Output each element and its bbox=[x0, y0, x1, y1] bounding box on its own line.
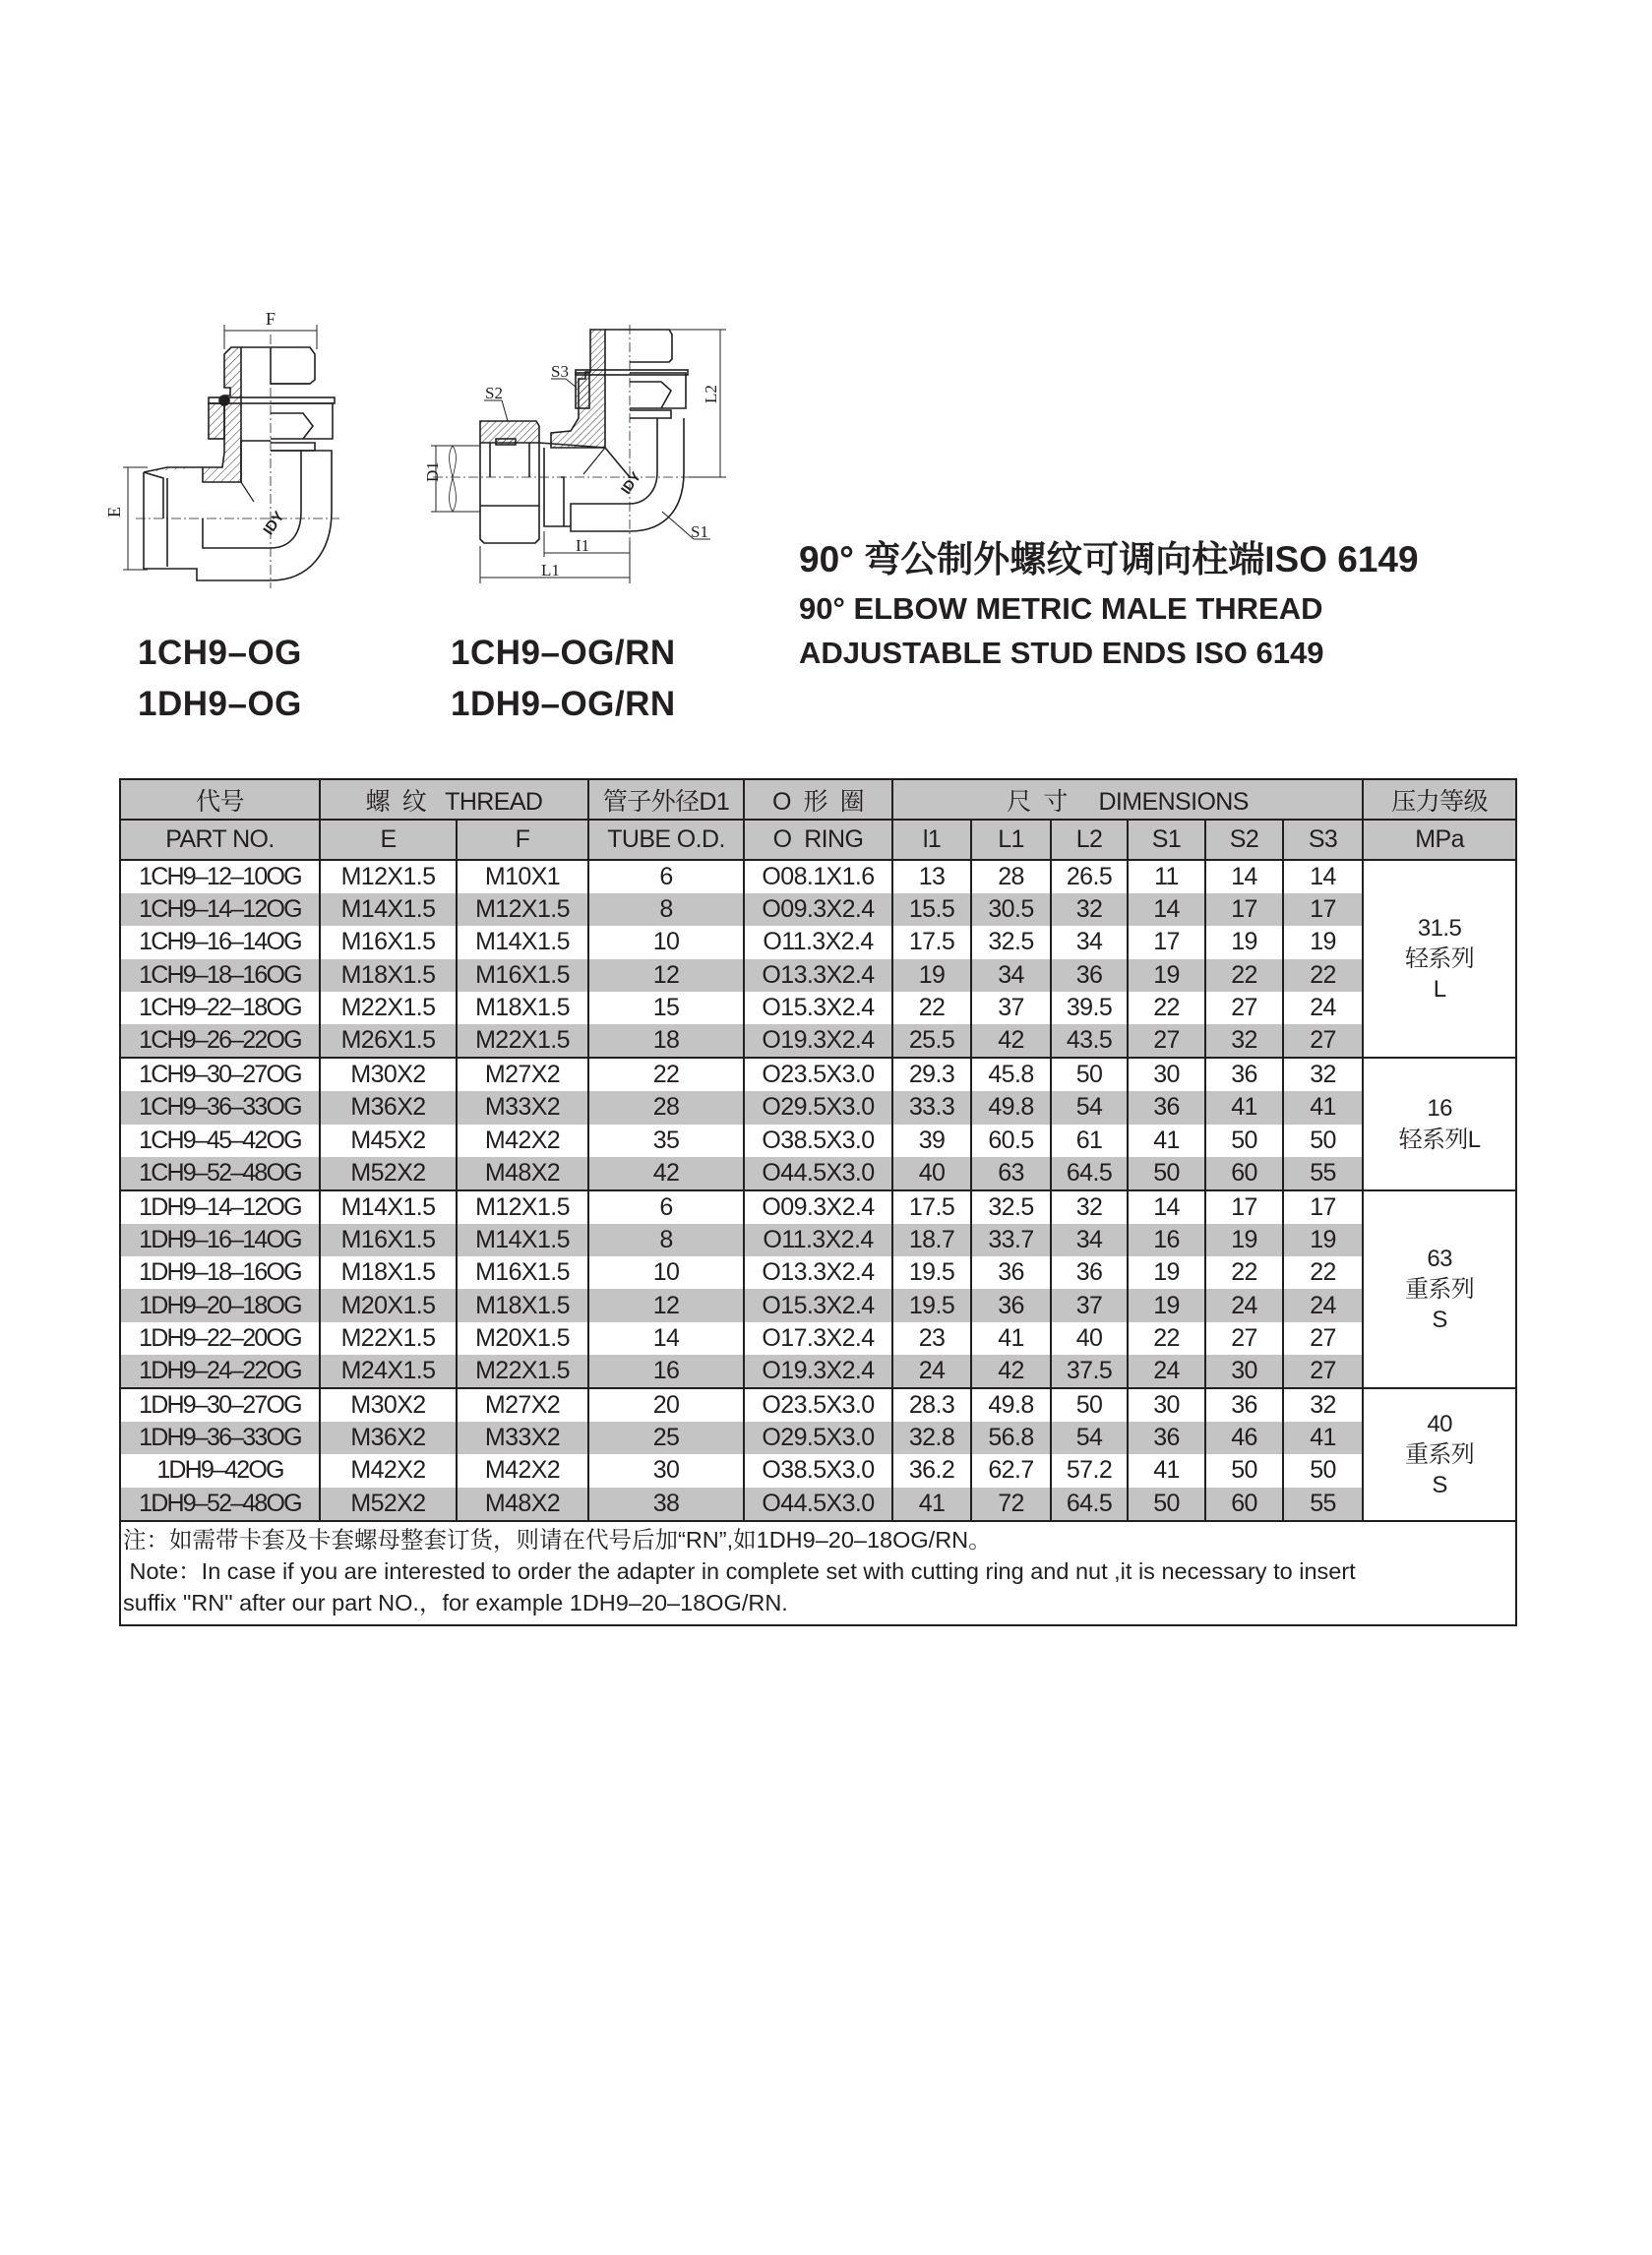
cell-f: M14X1.5 bbox=[457, 1224, 588, 1256]
cell-s1: 14 bbox=[1128, 893, 1205, 926]
note-english-line2: suffix "RN" after our part NO.，for example 1DH9–20–18OG/RN. bbox=[123, 1589, 788, 1615]
cell-tube: 38 bbox=[588, 1488, 744, 1521]
cell-s3: 32 bbox=[1283, 1058, 1363, 1091]
cell-s2: 19 bbox=[1205, 1224, 1283, 1256]
dimension-label-f: F bbox=[266, 309, 276, 329]
cell-tube: 14 bbox=[588, 1322, 744, 1355]
cell-i1: 23 bbox=[892, 1322, 971, 1355]
cell-part: 1CH9–26–22OG bbox=[120, 1024, 320, 1058]
cell-l1: 33.7 bbox=[971, 1224, 1051, 1256]
table-row bbox=[120, 1024, 1516, 1058]
cell-l2: 34 bbox=[1051, 1224, 1128, 1256]
cell-oring: O38.5X3.0 bbox=[744, 1454, 892, 1487]
cell-s2: 22 bbox=[1205, 1256, 1283, 1289]
cell-f: M48X2 bbox=[457, 1157, 588, 1190]
cell-tube: 10 bbox=[588, 1256, 744, 1289]
cell-s1: 41 bbox=[1128, 1454, 1205, 1487]
cell-s3: 50 bbox=[1283, 1125, 1363, 1157]
cell-oring: O15.3X2.4 bbox=[744, 992, 892, 1024]
cell-part: 1CH9–36–33OG bbox=[120, 1091, 320, 1124]
cell-e: M52X2 bbox=[320, 1157, 457, 1190]
cell-e: M30X2 bbox=[320, 1388, 457, 1422]
cell-l1: 32.5 bbox=[971, 926, 1051, 958]
cell-f: M16X1.5 bbox=[457, 959, 588, 992]
dimension-label-e: E bbox=[104, 507, 124, 518]
cell-s2: 27 bbox=[1205, 1322, 1283, 1355]
cell-s1: 36 bbox=[1128, 1422, 1205, 1454]
cell-oring: O19.3X2.4 bbox=[744, 1355, 892, 1388]
cell-tube: 6 bbox=[588, 860, 744, 893]
cell-part: 1CH9–45–42OG bbox=[120, 1125, 320, 1157]
cell-l1: 42 bbox=[971, 1355, 1051, 1388]
cell-oring: O44.5X3.0 bbox=[744, 1157, 892, 1190]
cell-s2: 60 bbox=[1205, 1488, 1283, 1521]
cell-s1: 19 bbox=[1128, 1289, 1205, 1321]
cell-f: M16X1.5 bbox=[457, 1256, 588, 1289]
cell-e: M30X2 bbox=[320, 1058, 457, 1091]
table-row bbox=[120, 1058, 1516, 1091]
cell-s2: 60 bbox=[1205, 1157, 1283, 1190]
cell-oring: O11.3X2.4 bbox=[744, 926, 892, 958]
cell-l1: 72 bbox=[971, 1488, 1051, 1521]
cell-i1: 40 bbox=[892, 1157, 971, 1190]
dimension-label-i1: I1 bbox=[576, 536, 590, 555]
table-row bbox=[120, 1289, 1516, 1321]
title-chinese: 90° 弯公制外螺纹可调向柱端ISO 6149 bbox=[799, 539, 1419, 579]
dimension-label-s1: S1 bbox=[691, 522, 708, 541]
header-e: E bbox=[320, 820, 457, 860]
cell-e: M36X2 bbox=[320, 1091, 457, 1124]
cell-s1: 17 bbox=[1128, 926, 1205, 958]
cell-l2: 34 bbox=[1051, 926, 1128, 958]
cell-part: 1CH9–30–27OG bbox=[120, 1058, 320, 1091]
pressure-value: 16 bbox=[1427, 1095, 1452, 1123]
cell-s1: 30 bbox=[1128, 1058, 1205, 1091]
cell-l2: 39.5 bbox=[1051, 992, 1128, 1024]
cell-s3: 41 bbox=[1283, 1091, 1363, 1124]
cell-i1: 32.8 bbox=[892, 1422, 971, 1454]
cell-i1: 39 bbox=[892, 1125, 971, 1157]
model-code-1ch9-og-rn: 1CH9–OG/RN bbox=[451, 634, 676, 672]
cell-i1: 19.5 bbox=[892, 1289, 971, 1321]
dimension-label-s2: S2 bbox=[485, 384, 503, 402]
cell-oring: O08.1X1.6 bbox=[744, 860, 892, 893]
cell-l2: 54 bbox=[1051, 1422, 1128, 1454]
table-row bbox=[120, 1488, 1516, 1521]
cell-s1: 50 bbox=[1128, 1157, 1205, 1190]
pressure-code: S bbox=[1432, 1307, 1447, 1334]
cell-tube: 8 bbox=[588, 893, 744, 926]
table-row bbox=[120, 1190, 1516, 1224]
dimension-label-s3: S3 bbox=[551, 362, 569, 381]
cell-s1: 19 bbox=[1128, 959, 1205, 992]
fitting-drawing-standard bbox=[98, 295, 394, 590]
cell-tube: 8 bbox=[588, 1224, 744, 1256]
table-row bbox=[120, 893, 1516, 926]
cell-l1: 49.8 bbox=[971, 1388, 1051, 1422]
cell-l1: 30.5 bbox=[971, 893, 1051, 926]
cell-i1: 15.5 bbox=[892, 893, 971, 926]
cell-f: M20X1.5 bbox=[457, 1322, 588, 1355]
cell-s2: 19 bbox=[1205, 926, 1283, 958]
cell-s2: 14 bbox=[1205, 860, 1283, 893]
pressure-series: 重系列 bbox=[1404, 1275, 1475, 1303]
cell-s3: 22 bbox=[1283, 1256, 1363, 1289]
cell-s3: 14 bbox=[1283, 860, 1363, 893]
cell-l1: 36 bbox=[971, 1256, 1051, 1289]
cell-tube: 30 bbox=[588, 1454, 744, 1487]
cell-s2: 50 bbox=[1205, 1125, 1283, 1157]
cell-oring: O29.5X3.0 bbox=[744, 1091, 892, 1124]
cell-tube: 22 bbox=[588, 1058, 744, 1091]
cell-l1: 62.7 bbox=[971, 1454, 1051, 1487]
cell-part: 1DH9–42OG bbox=[120, 1454, 320, 1487]
cell-s2: 24 bbox=[1205, 1289, 1283, 1321]
cell-f: M18X1.5 bbox=[457, 992, 588, 1024]
cell-i1: 36.2 bbox=[892, 1454, 971, 1487]
cell-part: 1DH9–16–14OG bbox=[120, 1224, 320, 1256]
cell-f: M48X2 bbox=[457, 1488, 588, 1521]
cell-i1: 25.5 bbox=[892, 1024, 971, 1058]
cell-s3: 27 bbox=[1283, 1024, 1363, 1058]
cell-i1: 22 bbox=[892, 992, 971, 1024]
cell-s3: 27 bbox=[1283, 1322, 1363, 1355]
header-thread: 螺 纹 THREAD bbox=[320, 779, 588, 820]
pressure-series: 轻系列 bbox=[1404, 945, 1475, 972]
cell-oring: O38.5X3.0 bbox=[744, 1125, 892, 1157]
cell-l1: 56.8 bbox=[971, 1422, 1051, 1454]
cell-s2: 32 bbox=[1205, 1024, 1283, 1058]
model-code-1ch9-og: 1CH9–OG bbox=[138, 634, 302, 672]
cell-e: M14X1.5 bbox=[320, 893, 457, 926]
cell-i1: 17.5 bbox=[892, 926, 971, 958]
cell-e: M22X1.5 bbox=[320, 992, 457, 1024]
header-s3: S3 bbox=[1283, 820, 1363, 860]
cell-s1: 14 bbox=[1128, 1190, 1205, 1224]
pressure-value: 63 bbox=[1427, 1245, 1452, 1272]
note-english-line1: Note：In case if you are interested to order the adapter in complete set with cutting ring and nut ,it is necessary to insert bbox=[123, 1557, 1356, 1584]
cell-l1: 49.8 bbox=[971, 1091, 1051, 1124]
header-s2: S2 bbox=[1205, 820, 1283, 860]
cell-i1: 24 bbox=[892, 1355, 971, 1388]
cell-oring: O23.5X3.0 bbox=[744, 1058, 892, 1091]
order-note bbox=[120, 1521, 1516, 1625]
cell-f: M14X1.5 bbox=[457, 926, 588, 958]
cell-f: M10X1 bbox=[457, 860, 588, 893]
cell-e: M36X2 bbox=[320, 1422, 457, 1454]
cell-tube: 42 bbox=[588, 1157, 744, 1190]
model-code-1dh9-og: 1DH9–OG bbox=[138, 685, 302, 723]
pressure-rating bbox=[1363, 1190, 1516, 1388]
table-row bbox=[120, 959, 1516, 992]
brand-logo: IDY bbox=[260, 508, 288, 539]
brand-logo: IDY bbox=[617, 468, 644, 497]
dimension-label-d1: D1 bbox=[423, 461, 442, 482]
pressure-value: 40 bbox=[1427, 1410, 1452, 1437]
cell-e: M42X2 bbox=[320, 1454, 457, 1487]
table-row bbox=[120, 1422, 1516, 1454]
note-chinese: 注：如需带卡套及卡套螺母整套订货，则请在代号后加“RN”,如1DH9–20–18OG/RN。 bbox=[123, 1526, 992, 1553]
cell-l2: 32 bbox=[1051, 1190, 1128, 1224]
cell-i1: 19 bbox=[892, 959, 971, 992]
pressure-rating bbox=[1363, 1388, 1516, 1521]
pressure-rating bbox=[1363, 1058, 1516, 1190]
cell-l1: 34 bbox=[971, 959, 1051, 992]
cell-s1: 24 bbox=[1128, 1355, 1205, 1388]
fitting-drawing-with-nut bbox=[403, 305, 728, 590]
cell-s2: 17 bbox=[1205, 893, 1283, 926]
cell-part: 1CH9–22–18OG bbox=[120, 992, 320, 1024]
cell-s3: 55 bbox=[1283, 1488, 1363, 1521]
cell-l1: 63 bbox=[971, 1157, 1051, 1190]
cell-s3: 22 bbox=[1283, 959, 1363, 992]
cell-l2: 61 bbox=[1051, 1125, 1128, 1157]
cell-s2: 36 bbox=[1205, 1058, 1283, 1091]
cell-oring: O17.3X2.4 bbox=[744, 1322, 892, 1355]
cell-i1: 41 bbox=[892, 1488, 971, 1521]
cell-oring: O09.3X2.4 bbox=[744, 1190, 892, 1224]
title-english-line2: ADJUSTABLE STUD ENDS ISO 6149 bbox=[799, 636, 1324, 670]
dimension-label-l1: L1 bbox=[541, 561, 560, 579]
table-row bbox=[120, 1224, 1516, 1256]
header-part-cn: 代号 bbox=[120, 779, 320, 820]
cell-i1: 29.3 bbox=[892, 1058, 971, 1091]
cell-s1: 50 bbox=[1128, 1488, 1205, 1521]
header-tube-cn: 管子外径D1 bbox=[588, 779, 744, 820]
cell-tube: 18 bbox=[588, 1024, 744, 1058]
cell-l1: 37 bbox=[971, 992, 1051, 1024]
cell-s3: 32 bbox=[1283, 1388, 1363, 1422]
table-row bbox=[120, 992, 1516, 1024]
cell-l2: 40 bbox=[1051, 1322, 1128, 1355]
header-dimensions: 尺 寸 DIMENSIONS bbox=[892, 779, 1363, 820]
cell-i1: 33.3 bbox=[892, 1091, 971, 1124]
cell-s1: 22 bbox=[1128, 1322, 1205, 1355]
cell-l2: 50 bbox=[1051, 1058, 1128, 1091]
cell-l2: 57.2 bbox=[1051, 1454, 1128, 1487]
cell-e: M52X2 bbox=[320, 1488, 457, 1521]
cell-s1: 22 bbox=[1128, 992, 1205, 1024]
cell-s1: 36 bbox=[1128, 1091, 1205, 1124]
cell-s3: 41 bbox=[1283, 1422, 1363, 1454]
cell-tube: 12 bbox=[588, 1289, 744, 1321]
cell-l2: 36 bbox=[1051, 959, 1128, 992]
cell-l1: 42 bbox=[971, 1024, 1051, 1058]
cell-f: M27X2 bbox=[457, 1058, 588, 1091]
cell-s1: 19 bbox=[1128, 1256, 1205, 1289]
cell-i1: 19.5 bbox=[892, 1256, 971, 1289]
cell-i1: 28.3 bbox=[892, 1388, 971, 1422]
cell-part: 1CH9–16–14OG bbox=[120, 926, 320, 958]
cell-f: M33X2 bbox=[457, 1422, 588, 1454]
header-i1: l1 bbox=[892, 820, 971, 860]
cell-l2: 64.5 bbox=[1051, 1488, 1128, 1521]
cell-s3: 17 bbox=[1283, 1190, 1363, 1224]
cell-tube: 6 bbox=[588, 1190, 744, 1224]
cell-e: M45X2 bbox=[320, 1125, 457, 1157]
table-row bbox=[120, 1125, 1516, 1157]
cell-l2: 37.5 bbox=[1051, 1355, 1128, 1388]
cell-tube: 15 bbox=[588, 992, 744, 1024]
cell-f: M22X1.5 bbox=[457, 1355, 588, 1388]
cell-i1: 18.7 bbox=[892, 1224, 971, 1256]
cell-part: 1DH9–24–22OG bbox=[120, 1355, 320, 1388]
table-row bbox=[120, 1388, 1516, 1422]
cell-part: 1CH9–14–12OG bbox=[120, 893, 320, 926]
cell-s3: 50 bbox=[1283, 1454, 1363, 1487]
cell-e: M16X1.5 bbox=[320, 926, 457, 958]
cell-oring: O29.5X3.0 bbox=[744, 1422, 892, 1454]
cell-l1: 45.8 bbox=[971, 1058, 1051, 1091]
cell-tube: 10 bbox=[588, 926, 744, 958]
cell-s1: 30 bbox=[1128, 1388, 1205, 1422]
cell-i1: 13 bbox=[892, 860, 971, 893]
cell-oring: O23.5X3.0 bbox=[744, 1388, 892, 1422]
cell-s3: 24 bbox=[1283, 992, 1363, 1024]
cell-s1: 11 bbox=[1128, 860, 1205, 893]
cell-f: M22X1.5 bbox=[457, 1024, 588, 1058]
cell-s3: 55 bbox=[1283, 1157, 1363, 1190]
cell-s2: 46 bbox=[1205, 1422, 1283, 1454]
cell-part: 1DH9–22–20OG bbox=[120, 1322, 320, 1355]
cell-e: M26X1.5 bbox=[320, 1024, 457, 1058]
header-f: F bbox=[457, 820, 588, 860]
model-code-1dh9-og-rn: 1DH9–OG/RN bbox=[451, 685, 676, 723]
cell-f: M18X1.5 bbox=[457, 1289, 588, 1321]
cell-e: M16X1.5 bbox=[320, 1224, 457, 1256]
header-pressure-en: MPa bbox=[1363, 820, 1516, 860]
cell-s2: 36 bbox=[1205, 1388, 1283, 1422]
cell-s2: 50 bbox=[1205, 1454, 1283, 1487]
header-l2: L2 bbox=[1051, 820, 1128, 860]
table-row bbox=[120, 1355, 1516, 1388]
cell-l2: 54 bbox=[1051, 1091, 1128, 1124]
table-row bbox=[120, 1157, 1516, 1190]
pressure-series: 轻系列L bbox=[1398, 1126, 1481, 1153]
cell-s2: 30 bbox=[1205, 1355, 1283, 1388]
cell-e: M12X1.5 bbox=[320, 860, 457, 893]
table-row bbox=[120, 1454, 1516, 1487]
cell-l2: 37 bbox=[1051, 1289, 1128, 1321]
cell-oring: O15.3X2.4 bbox=[744, 1289, 892, 1321]
table-row bbox=[120, 860, 1516, 893]
table-row bbox=[120, 1256, 1516, 1289]
cell-tube: 28 bbox=[588, 1091, 744, 1124]
cell-oring: O19.3X2.4 bbox=[744, 1024, 892, 1058]
pressure-value: 31.5 bbox=[1417, 914, 1462, 942]
cell-f: M42X2 bbox=[457, 1125, 588, 1157]
cell-tube: 16 bbox=[588, 1355, 744, 1388]
cell-part: 1DH9–18–16OG bbox=[120, 1256, 320, 1289]
cell-e: M20X1.5 bbox=[320, 1289, 457, 1321]
cell-part: 1DH9–52–48OG bbox=[120, 1488, 320, 1521]
cell-e: M18X1.5 bbox=[320, 959, 457, 992]
cell-f: M12X1.5 bbox=[457, 893, 588, 926]
cell-part: 1DH9–14–12OG bbox=[120, 1190, 320, 1224]
cell-s3: 17 bbox=[1283, 893, 1363, 926]
cell-l2: 64.5 bbox=[1051, 1157, 1128, 1190]
cell-part: 1CH9–18–16OG bbox=[120, 959, 320, 992]
cell-e: M14X1.5 bbox=[320, 1190, 457, 1224]
cell-oring: O13.3X2.4 bbox=[744, 1256, 892, 1289]
cell-s2: 41 bbox=[1205, 1091, 1283, 1124]
pressure-code: L bbox=[1433, 976, 1446, 1004]
table-row bbox=[120, 926, 1516, 958]
cell-part: 1DH9–36–33OG bbox=[120, 1422, 320, 1454]
table-row bbox=[120, 1322, 1516, 1355]
cell-l2: 50 bbox=[1051, 1388, 1128, 1422]
cell-tube: 35 bbox=[588, 1125, 744, 1157]
cell-s2: 17 bbox=[1205, 1190, 1283, 1224]
cell-f: M12X1.5 bbox=[457, 1190, 588, 1224]
pressure-code: S bbox=[1432, 1471, 1447, 1498]
cell-tube: 25 bbox=[588, 1422, 744, 1454]
cell-s3: 27 bbox=[1283, 1355, 1363, 1388]
cell-s1: 41 bbox=[1128, 1125, 1205, 1157]
cell-f: M27X2 bbox=[457, 1388, 588, 1422]
cell-l2: 32 bbox=[1051, 893, 1128, 926]
cell-oring: O44.5X3.0 bbox=[744, 1488, 892, 1521]
cell-tube: 20 bbox=[588, 1388, 744, 1422]
cell-f: M33X2 bbox=[457, 1091, 588, 1124]
cell-f: M42X2 bbox=[457, 1454, 588, 1487]
cell-part: 1DH9–30–27OG bbox=[120, 1388, 320, 1422]
cell-s3: 24 bbox=[1283, 1289, 1363, 1321]
header-l1: L1 bbox=[971, 820, 1051, 860]
cell-part: 1DH9–20–18OG bbox=[120, 1289, 320, 1321]
cell-part: 1CH9–52–48OG bbox=[120, 1157, 320, 1190]
cell-s3: 19 bbox=[1283, 926, 1363, 958]
cell-oring: O11.3X2.4 bbox=[744, 1224, 892, 1256]
cell-s2: 22 bbox=[1205, 959, 1283, 992]
table-row bbox=[120, 1091, 1516, 1124]
cell-tube: 12 bbox=[588, 959, 744, 992]
cell-e: M24X1.5 bbox=[320, 1355, 457, 1388]
cell-l1: 41 bbox=[971, 1322, 1051, 1355]
title-english-line1: 90° ELBOW METRIC MALE THREAD bbox=[799, 591, 1323, 626]
cell-part: 1CH9–12–10OG bbox=[120, 860, 320, 893]
cell-l1: 36 bbox=[971, 1289, 1051, 1321]
cell-l1: 32.5 bbox=[971, 1190, 1051, 1224]
cell-oring: O09.3X2.4 bbox=[744, 893, 892, 926]
pressure-series: 重系列 bbox=[1404, 1440, 1475, 1468]
header-tube-en: TUBE O.D. bbox=[588, 820, 744, 860]
cell-s3: 19 bbox=[1283, 1224, 1363, 1256]
specification-table bbox=[119, 778, 1517, 1626]
header-oring-en: O RING bbox=[744, 820, 892, 860]
cell-s2: 27 bbox=[1205, 992, 1283, 1024]
cell-l1: 60.5 bbox=[971, 1125, 1051, 1157]
cell-s1: 27 bbox=[1128, 1024, 1205, 1058]
cell-oring: O13.3X2.4 bbox=[744, 959, 892, 992]
cell-e: M22X1.5 bbox=[320, 1322, 457, 1355]
header-oring-cn: O 形 圈 bbox=[744, 779, 892, 820]
header-pressure-cn: 压力等级 bbox=[1363, 779, 1516, 820]
cell-l2: 43.5 bbox=[1051, 1024, 1128, 1058]
cell-s1: 16 bbox=[1128, 1224, 1205, 1256]
pressure-rating bbox=[1363, 860, 1516, 1058]
cell-l2: 36 bbox=[1051, 1256, 1128, 1289]
cell-i1: 17.5 bbox=[892, 1190, 971, 1224]
cell-e: M18X1.5 bbox=[320, 1256, 457, 1289]
header-part-en: PART NO. bbox=[120, 820, 320, 860]
cell-l2: 26.5 bbox=[1051, 860, 1128, 893]
dimension-label-l2: L2 bbox=[702, 385, 720, 403]
cell-l1: 28 bbox=[971, 860, 1051, 893]
header-s1: S1 bbox=[1128, 820, 1205, 860]
